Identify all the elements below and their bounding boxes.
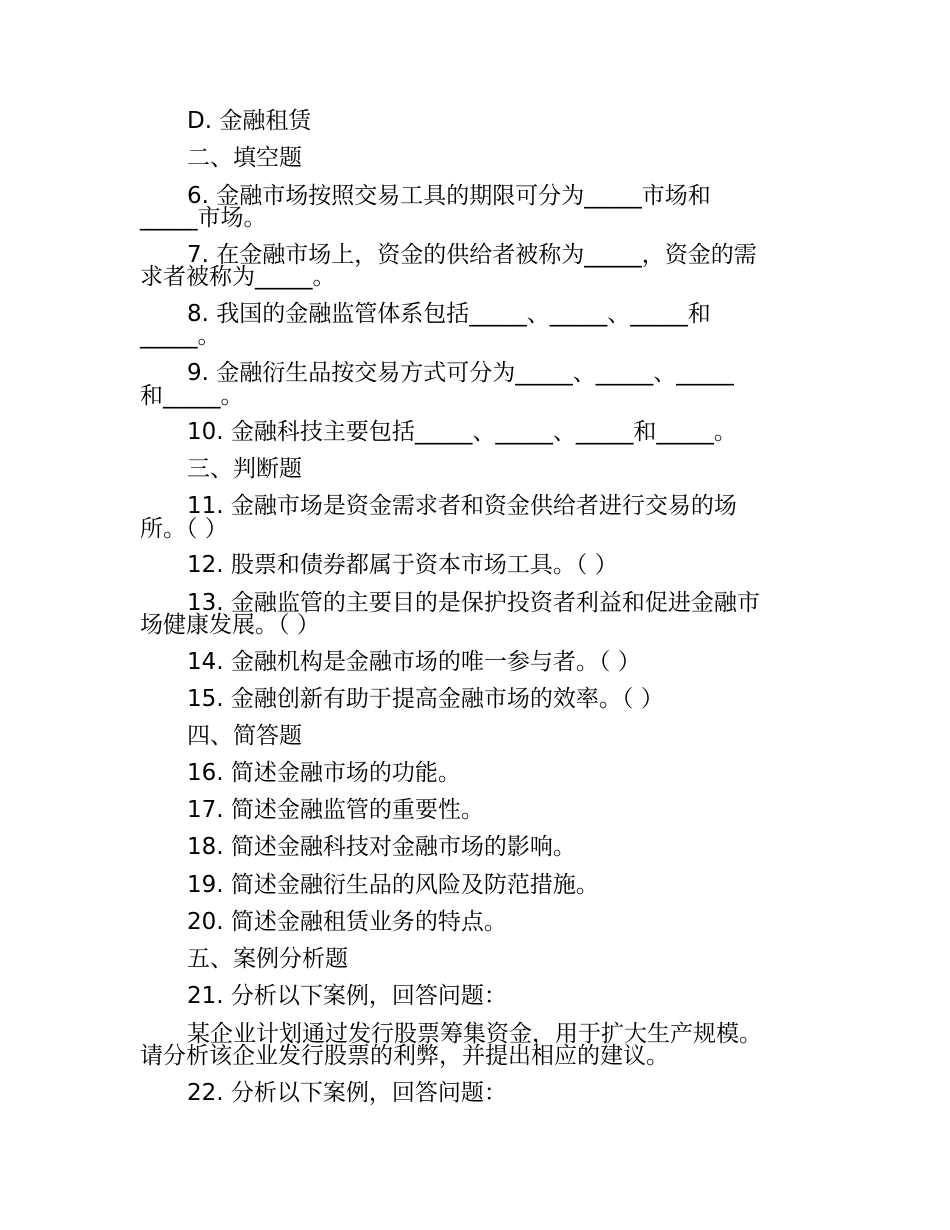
question-11-cont: 所。（ ） (140, 516, 228, 542)
case-21-text-cont: 请分析该企业发行股票的利弊，并提出相应的建议。 (140, 1043, 669, 1069)
question-21: 21. 分析以下案例，回答问题： (187, 983, 507, 1009)
option-d: D. 金融租赁 (187, 108, 312, 134)
question-12: 12. 股票和债券都属于资本市场工具。（ ） (187, 552, 618, 578)
question-20: 20. 简述金融租赁业务的特点。 (187, 909, 507, 935)
question-14: 14. 金融机构是金融市场的唯一参与者。（ ） (187, 649, 641, 675)
section-heading-case-analysis: 五、案例分析题 (187, 946, 348, 972)
question-9-cont: 和_____。 (140, 383, 244, 409)
case-21-text: 某企业计划通过发行股票筹集资金，用于扩大生产规模。 (187, 1021, 762, 1047)
question-11: 11. 金融市场是资金需求者和资金供给者进行交易的场 (187, 493, 737, 519)
question-19: 19. 简述金融衍生品的风险及防范措施。 (187, 872, 599, 898)
question-13-cont: 场健康发展。（ ） (140, 612, 320, 638)
question-13: 13. 金融监管的主要目的是保护投资者利益和促进金融市 (187, 590, 760, 616)
question-10: 10. 金融科技主要包括_____、_____、_____和_____。 (187, 419, 737, 445)
question-6: 6. 金融市场按照交易工具的期限可分为_____市场和 (187, 183, 711, 209)
question-9: 9. 金融衍生品按交易方式可分为_____、_____、_____ (187, 360, 734, 386)
question-18: 18. 简述金融科技对金融市场的影响。 (187, 834, 576, 860)
question-15: 15. 金融创新有助于提高金融市场的效率。（ ） (187, 686, 664, 712)
question-22: 22. 分析以下案例，回答问题： (187, 1080, 507, 1106)
question-7-cont: 求者被称为_____。 (140, 264, 336, 290)
section-heading-fill-in: 二、填空题 (187, 145, 302, 171)
question-17: 17. 简述金融监管的重要性。 (187, 797, 484, 823)
question-8-cont: _____。 (140, 323, 221, 349)
question-16: 16. 简述金融市场的功能。 (187, 760, 461, 786)
question-8: 8. 我国的金融监管体系包括_____、_____、_____和 (187, 301, 711, 327)
question-6-cont: _____市场。 (140, 205, 267, 231)
section-heading-true-false: 三、判断题 (187, 456, 302, 482)
section-heading-short-answer: 四、简答题 (187, 723, 302, 749)
question-7: 7. 在金融市场上，资金的供给者被称为_____，资金的需 (187, 242, 757, 268)
